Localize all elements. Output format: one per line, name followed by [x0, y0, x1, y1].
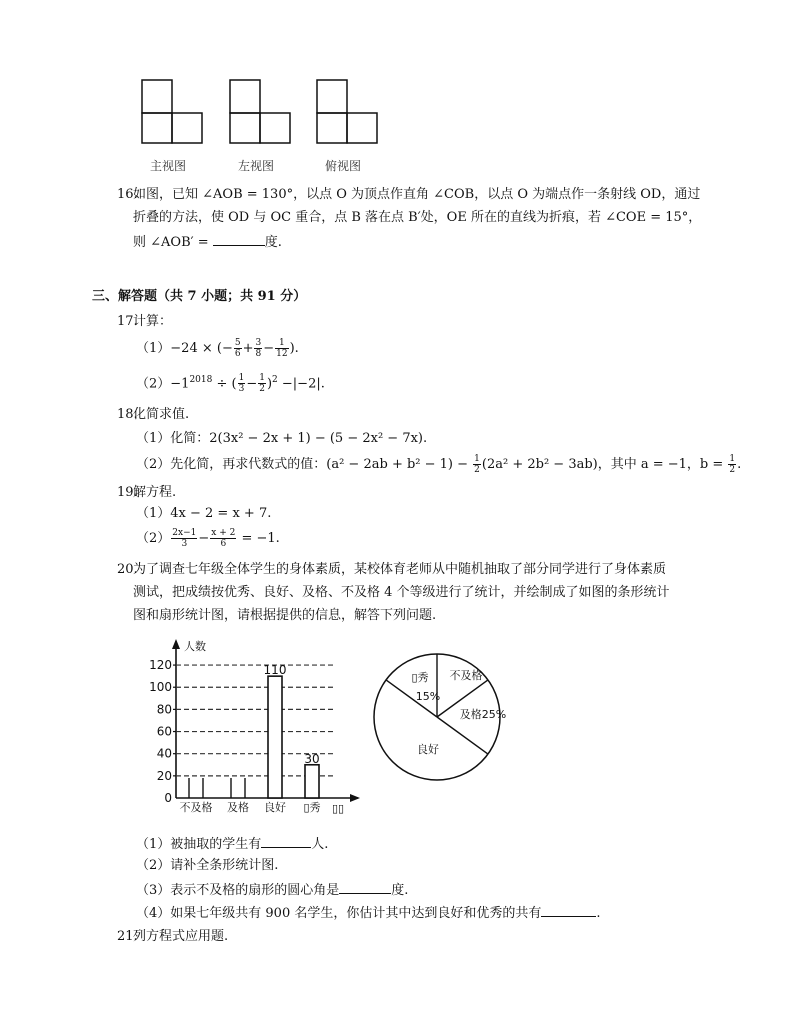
- pie-label-good: 良好: [417, 743, 439, 756]
- q20-line1: 为了调查七年级全体学生的身体素质，某校体育老师从中随机抽取了部分同学进行了身体素质: [133, 562, 667, 577]
- y-tick-label: 80: [156, 702, 172, 717]
- x-tick-label: 良好: [264, 801, 286, 814]
- q21-number: 21.: [117, 929, 138, 944]
- q19-part1: （1）4x − 2 = x + 7.: [136, 506, 272, 521]
- q18-number: 18.: [117, 407, 138, 422]
- q18-part2-b: (2a² + 2b² − 3ab)，其中 a = −1，b =: [481, 457, 728, 472]
- q17-part2: [136, 371, 325, 394]
- q17-frac5: $\frac{1}{2}$: [259, 373, 265, 395]
- q17-part2-exp: 2018: [189, 375, 213, 385]
- q19-part2-minus: −: [198, 531, 210, 546]
- y-axis-arrow-icon: [172, 639, 180, 649]
- q20-sub1-unit: 人.: [311, 837, 329, 852]
- bar-良好: [268, 676, 282, 798]
- q16-line3-unit: 度.: [264, 235, 282, 250]
- x-tick-label: ▯秀: [303, 801, 321, 814]
- pie-label-pass: 及格25%: [459, 708, 507, 721]
- y-tick-label: 120: [149, 658, 172, 673]
- left-view-shape: [230, 80, 290, 143]
- q17-part1-pre: −24 ×: [170, 341, 217, 356]
- y-axis-label: 人数: [184, 640, 206, 653]
- q20-number: 20.: [117, 562, 138, 577]
- q16-number: 16.: [117, 187, 138, 202]
- pie-label-excellent: ▯秀: [411, 671, 429, 684]
- pie-label-fail: 不及格: [449, 669, 483, 682]
- q20-sub3-text: （3）表示不及格的扇形的圆心角是: [136, 883, 340, 898]
- q19-title: 解方程.: [133, 485, 177, 500]
- q18-part2-a: （2）先化简，再求代数式的值：(a² − 2ab + b² − 1) −: [136, 457, 473, 472]
- q20-sub3-blank: [339, 880, 391, 894]
- y-tick-label: 20: [156, 768, 172, 783]
- x-axis-label: ▯▯: [331, 802, 345, 815]
- bar-优秀: [305, 765, 319, 798]
- q19-part2-tail: = −1.: [237, 531, 280, 546]
- q17-part2-base: −1: [170, 376, 190, 392]
- q17-part1-open: (−: [216, 341, 233, 356]
- q17-frac4: $\frac{1}{3}$: [238, 373, 245, 395]
- q17-frac1: $\frac{5}{6}$: [234, 338, 241, 359]
- q17-title: 计算：: [133, 314, 173, 329]
- q17-part2-tail: −|−2|.: [277, 376, 325, 392]
- q19-part2-label: （2）: [136, 531, 171, 546]
- pie-label-excellent-pct: 15%: [415, 690, 441, 703]
- q20-sub3: [136, 880, 408, 900]
- y-tick-label: 60: [156, 724, 172, 739]
- top-view-shape: [317, 80, 377, 143]
- q18-frac2: $\frac{1}{2}$: [729, 454, 736, 475]
- q16-answer-blank: [213, 232, 265, 246]
- q20-sub3-unit: 度.: [391, 883, 409, 898]
- q17-frac3: $\frac{1}{12}$: [276, 338, 288, 359]
- x-axis-arrow-icon: [350, 794, 360, 802]
- bar-data-label: 110: [263, 663, 287, 678]
- q21-title: 列方程式应用题.: [133, 929, 229, 944]
- q20-sub4-end: .: [596, 906, 601, 921]
- q19-part2: [136, 528, 280, 549]
- q19-frac2: $\frac{x + 2}{6}$: [211, 528, 236, 549]
- q17-part1-close: ).: [289, 341, 299, 356]
- bar-chart: [140, 636, 370, 816]
- q16-line3-text: 则 ∠AOB′ =: [133, 235, 213, 250]
- q20-sub1-blank: [261, 834, 311, 848]
- q17-part2-div: ÷ (: [212, 376, 237, 392]
- q16-line1: 如图，已知 ∠AOB = 130°，以点 O 为顶点作直角 ∠COB，以点 O 为端点作一条射线 OD，通过: [133, 187, 701, 202]
- y-tick-label: 100: [149, 680, 172, 695]
- q19-number: 19.: [117, 485, 138, 500]
- q18-frac1: $\frac{1}{2}$: [474, 454, 480, 475]
- q20-sub4-blank: [541, 903, 596, 917]
- q17-number: 17.: [117, 314, 138, 329]
- q20-sub2: （2）请补全条形统计图.: [136, 858, 279, 873]
- x-tick-label: 及格: [227, 801, 249, 814]
- q17-part2-exp2: 2: [272, 375, 278, 385]
- pie-chart: [368, 640, 518, 800]
- q17-part2-minus: −: [246, 376, 258, 392]
- q18-title: 化简求值.: [133, 407, 190, 422]
- x-tick-label: 不及格: [179, 801, 213, 814]
- q17-part2-close: ): [266, 376, 273, 392]
- bar-data-label: 30: [304, 751, 320, 766]
- q16-line3: [133, 232, 282, 252]
- q18-part1: （1）化简：2(3x² − 2x + 1) − (5 − 2x² − 7x).: [136, 431, 428, 446]
- q17-part1: [136, 338, 299, 359]
- q18-part2: [136, 454, 741, 475]
- q20-line2: 测试，把成绩按优秀、良好、及格、不及格 4 个等级进行了统计，并绘制成了如图的条形统计: [133, 585, 670, 600]
- q20-sub1-text: （1）被抽取的学生有: [136, 837, 262, 852]
- q17-part1-label: （1）: [136, 341, 171, 356]
- q18-part2-c: .: [737, 457, 742, 472]
- q19-frac1: $\frac{2x-1}{3}$: [172, 528, 197, 549]
- front-view-shape: [142, 80, 202, 143]
- top-view-label: 俯视图: [325, 159, 362, 173]
- y-tick-label: 40: [156, 746, 172, 761]
- q16-line2: 折叠的方法，使 OD 与 OC 重合，点 B 落在点 B′处，OE 所在的直线为折痕，若 ∠COE = 15°，: [133, 210, 702, 225]
- q17-part2-label: （2）: [136, 376, 171, 392]
- q20-sub4: [136, 903, 601, 923]
- front-view-label: 主视图: [150, 159, 187, 173]
- y-tick-label: 0: [164, 791, 172, 805]
- section-3-title: 三、解答题（共 7 小题；共 91 分）: [92, 289, 307, 304]
- q20-sub1: [136, 834, 328, 854]
- q20-sub4-text: （4）如果七年级共有 900 名学生，你估计其中达到良好和优秀的共有: [136, 906, 542, 921]
- q20-line3: 图和扇形统计图，请根据提供的信息，解答下列问题.: [133, 608, 437, 623]
- q17-part1-minus: −: [263, 341, 275, 356]
- q17-part1-plus: +: [242, 341, 254, 356]
- left-view-label: 左视图: [238, 159, 275, 173]
- q17-frac2: $\frac{3}{8}$: [255, 338, 262, 359]
